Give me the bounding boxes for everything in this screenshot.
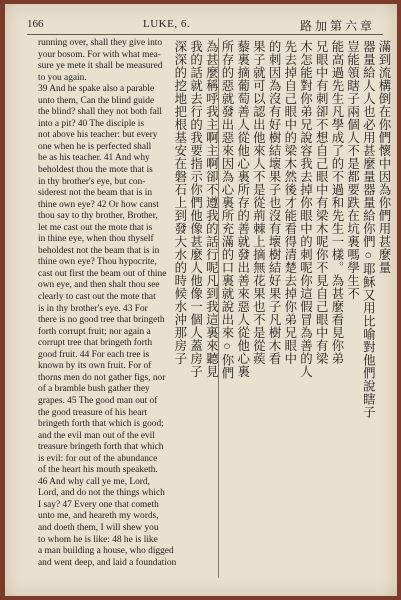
english-text-line: 39 And he spake also a parable xyxy=(38,84,155,95)
english-text-line: one when he is perfected shall xyxy=(38,141,152,152)
chinese-text-column-line: 豈能領瞎子兩個人不是都要跌在坑裏嗎學生不 xyxy=(345,40,360,300)
chinese-text-column-line: 木怎能對你弟兄說容我去掉你眼中的刺呢你這假冒為善的人 xyxy=(298,40,313,378)
english-text-line: to you again. xyxy=(38,72,87,83)
english-text-line: your bosom. For with what mea- xyxy=(38,49,161,60)
english-text-line: into a pit? 40 The disciple is xyxy=(38,118,145,129)
english-text-line: to whom he is like: 48 he is like xyxy=(38,534,158,545)
english-text-line: sure ye mete it shall be measured xyxy=(38,61,163,72)
english-text-line: grapes. 45 The good man out of xyxy=(38,395,158,406)
english-text-line: thine own eye? 42 Or how canst xyxy=(38,199,159,210)
chinese-text-column xyxy=(172,40,391,586)
english-text-line: I say? 47 Every one that cometh xyxy=(38,499,159,510)
page-number: 166 xyxy=(27,18,44,30)
chinese-text-column-line: 能高過先生凡學成了的不過和先生一樣。為甚麼看見你弟 xyxy=(329,40,344,365)
english-text-line: thou say to thy brother, Brother, xyxy=(38,211,158,222)
chinese-text-column-line: 為甚麼稱呼我主啊主啊卻不遵我的話行呢凡到我這裏來聽見 xyxy=(204,40,219,378)
english-text-line: forth corrupt fruit; nor again a xyxy=(38,326,151,337)
english-text-line: beholdest not the beam that is in xyxy=(38,245,160,256)
english-text-line: in thy brother's eye, but con- xyxy=(38,176,146,187)
english-text-line: corrupt tree that bringeth forth xyxy=(38,338,153,349)
chinese-text-column-line: 器量給人人也必用甚麼量器量給你們○耶穌又用比喻對他們說瞎子 xyxy=(361,40,376,419)
english-text-line: siderest not the beam that is in xyxy=(38,188,153,199)
chinese-text-column-line: 兄眼中有刺卻不想自己眼中有梁木呢你不見自己眼中有梁 xyxy=(314,40,329,365)
english-text-line: 46 And why call ye me, Lord, xyxy=(38,476,150,487)
chinese-running-title: 路加第六章 xyxy=(299,19,375,33)
chinese-text-column-line: 果子就可以認出他來人不是從荊棘上摘無花果也不是從蒺 xyxy=(251,40,266,365)
chinese-text-column-line: 的刺因為沒有好樹結壞果子也沒有壞樹結好果子凡樹木看 xyxy=(267,40,282,365)
english-text-line: of the heart his mouth speaketh. xyxy=(38,465,158,476)
running-title: LUKE, 6. xyxy=(143,18,191,30)
english-text-line: and went deep, and laid a foundation xyxy=(38,557,177,568)
english-text-line: known by its own fruit. For of xyxy=(38,361,152,372)
english-text-line: running over, shall they give into xyxy=(38,38,163,48)
chinese-text-column-line: 藜裏摘葡萄善人從他心裏所存的善就發出善來惡人從他心裏 xyxy=(235,40,250,378)
english-text-line: of a bramble bush gather they xyxy=(38,384,150,395)
chinese-text-column-line: 滿到流構倒在你們懷中因為你們用甚麼量 xyxy=(377,40,391,274)
english-text-line: a man building a house, who digged xyxy=(38,546,174,557)
english-text-line: in thine eye, when thou thyself xyxy=(38,234,154,245)
english-text-line: there is no good tree that bringeth xyxy=(38,315,165,326)
chinese-text-column-line: 我的話就去行的我要指示你們他像甚麼人他像一個人蓋房子 xyxy=(188,40,203,378)
english-text-line: unto them, Can the blind guide xyxy=(38,95,155,106)
english-text-line: the blind? shall they not both fall xyxy=(38,107,162,118)
chinese-text-column-line: 先去掉自己眼中的梁木然後才能看得清楚去掉你弟兄眼中 xyxy=(282,40,297,365)
english-text-line: the good treasure of his heart xyxy=(38,407,148,418)
chinese-text-column-line: 深深的挖地把根基安在磐石上到發大水的時候水沖那房子 xyxy=(172,40,187,365)
english-text-line: thine own eye? Thou hypocrite, xyxy=(38,257,157,268)
english-text-line: and doeth them, I will shew you xyxy=(38,522,159,533)
english-text-line: be as his teacher. 41 And why xyxy=(38,153,150,164)
chinese-text-column-line: 所存的惡就發出惡來因為心裏所充滿的口裏就說出來○你們 xyxy=(219,40,234,380)
english-text-line: let me cast out the mote that is xyxy=(38,222,153,233)
book-page xyxy=(5,4,397,596)
english-text-line: treasure bringeth forth that which xyxy=(38,442,164,453)
english-text-line: is evil: for out of the abundance xyxy=(38,453,158,464)
english-text-line: is in thy brother's eye. 43 For xyxy=(38,303,148,314)
english-text-line: good fruit. 44 For each tree is xyxy=(38,349,150,360)
english-text-line: not above his teacher: but every xyxy=(38,130,158,141)
english-text-line: cast out first the beam out of thine xyxy=(38,268,167,279)
english-text-line: Lord, and do not the things which xyxy=(38,488,165,499)
english-text-line: clearly to cast out the mote that xyxy=(38,292,156,303)
english-text-line: thorns men do not gather figs, nor xyxy=(38,372,166,383)
page-header xyxy=(27,16,383,35)
english-text-line: bringeth forth that which is good; xyxy=(38,419,164,430)
english-text-line: beholdest thou the mote that is xyxy=(38,165,153,176)
english-text-line: own eye, and then shalt thou see xyxy=(38,280,160,291)
english-text-line: and the evil man out of the evil xyxy=(38,430,155,441)
english-text-line: unto me, and heareth my words, xyxy=(38,511,159,522)
